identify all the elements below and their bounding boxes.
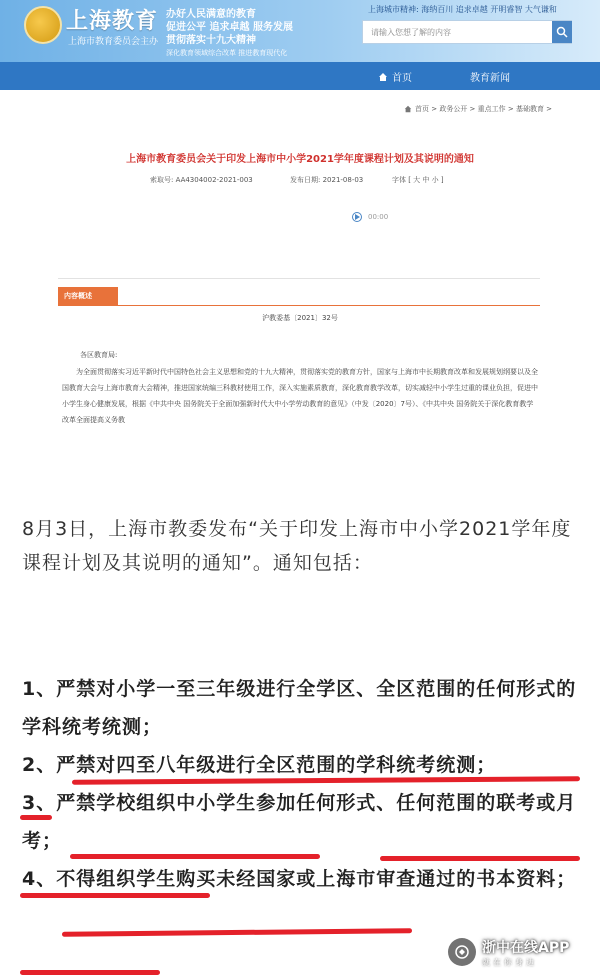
divider bbox=[58, 278, 540, 279]
publish-date: 发布日期: 2021-08-03 bbox=[290, 176, 364, 184]
search-input[interactable]: 请输入您想了解的内容 bbox=[362, 20, 572, 44]
red-underline bbox=[20, 970, 160, 975]
document-title: 上海市教育委员会关于印发上海市中小学2021学年度课程计划及其说明的通知 bbox=[126, 154, 474, 165]
source-watermark bbox=[448, 932, 598, 972]
red-underline bbox=[380, 856, 580, 861]
section-divider bbox=[58, 305, 540, 306]
play-button[interactable] bbox=[352, 212, 362, 222]
audio-player[interactable] bbox=[352, 212, 388, 222]
site-logo-title[interactable]: 上海教育 bbox=[66, 9, 159, 34]
city-motto: 上海城市精神: 海纳百川 追求卓越 开明睿智 大气谦和 bbox=[368, 5, 557, 14]
site-banner bbox=[0, 0, 600, 62]
slogan-line: 促进公平 追求卓越 服务发展 bbox=[166, 22, 293, 33]
document-index: 索取号: AA4304002-2021-003 bbox=[150, 176, 253, 184]
slogan-line: 贯彻落实十九大精神 bbox=[166, 35, 256, 46]
nav-home-label: 首页 bbox=[392, 73, 412, 84]
home-icon bbox=[404, 105, 412, 113]
site-emblem-icon bbox=[24, 6, 62, 44]
intro-paragraph: 8月3日，上海市教委发布“关于印发上海市中小学2021学年度课程计划及其说明的通知”。通知包括： bbox=[22, 518, 572, 574]
red-underline bbox=[70, 854, 320, 859]
watermark-subtitle: 就在你身边 bbox=[482, 957, 537, 967]
article-intro bbox=[22, 512, 582, 580]
font-size-selector[interactable]: 字体 [ 大 中 小 ] bbox=[392, 176, 444, 184]
slogan-line: 办好人民满意的教育 bbox=[166, 9, 256, 20]
red-underline bbox=[20, 815, 52, 820]
breadcrumb-text[interactable]: 首页 > 政务公开 > 重点工作 > 基础教育 > bbox=[415, 105, 553, 113]
watermark-title: 浙中在线APP bbox=[482, 939, 570, 956]
website-screenshot bbox=[0, 0, 600, 470]
nav-news[interactable]: 教育新闻 bbox=[470, 73, 510, 84]
breadcrumb bbox=[404, 104, 552, 114]
slogan-line: 深化教育领域综合改革 推进教育现代化 bbox=[166, 49, 288, 57]
notice-item: 1、严禁对小学一至三年级进行全学区、全区范围的任何形式的学科统考统测； bbox=[22, 678, 577, 738]
search-button[interactable] bbox=[552, 21, 572, 43]
site-slogans bbox=[166, 8, 366, 59]
site-logo-subtitle: 上海市教育委员会主办 bbox=[68, 37, 159, 47]
notice-item: 4、不得组织学生购买未经国家或上海市审查通过的书本资料； bbox=[22, 868, 577, 890]
notice-item: 2、严禁对四至八年级进行全区范围的学科统考统测； bbox=[22, 754, 497, 776]
search-icon bbox=[556, 26, 568, 38]
document-body: 为全面贯彻落实习近平新时代中国特色社会主义思想和党的十九大精神，贯彻落实党的教育方针，国家与上海市中长期教育改革和发展规划纲要以及全国教育大会与上海市教育大会精神，推进国家统编三科教材使用工作，深入实施素质教育，深化教育教学改革，切实减轻中小学生过重的课业负担，促进中小学生身心健康发展，根据《中共中央 国务院关于全面加强新时代大中小学劳动教育的意见》（中发〔2020〕7号）、《中共中央 国务院关于深化教育教学改革全面提高义务教 bbox=[62, 368, 538, 424]
site-navbar bbox=[0, 62, 600, 90]
notice-item: 3、严禁学校组织中小学生参加任何形式、任何范围的联考或月考； bbox=[22, 792, 577, 852]
red-underline bbox=[62, 928, 412, 937]
section-tab-summary: 内容概述 bbox=[58, 287, 118, 305]
document-number: 沪教委基〔2021〕32号 bbox=[262, 314, 338, 322]
nav-home[interactable] bbox=[378, 69, 412, 84]
home-icon bbox=[378, 72, 388, 82]
audio-time: 00:00 bbox=[368, 213, 389, 221]
watermark-logo-icon bbox=[448, 938, 476, 966]
play-icon bbox=[354, 214, 360, 220]
red-underline bbox=[20, 893, 210, 898]
addressee: 各区教育局: bbox=[80, 351, 118, 359]
